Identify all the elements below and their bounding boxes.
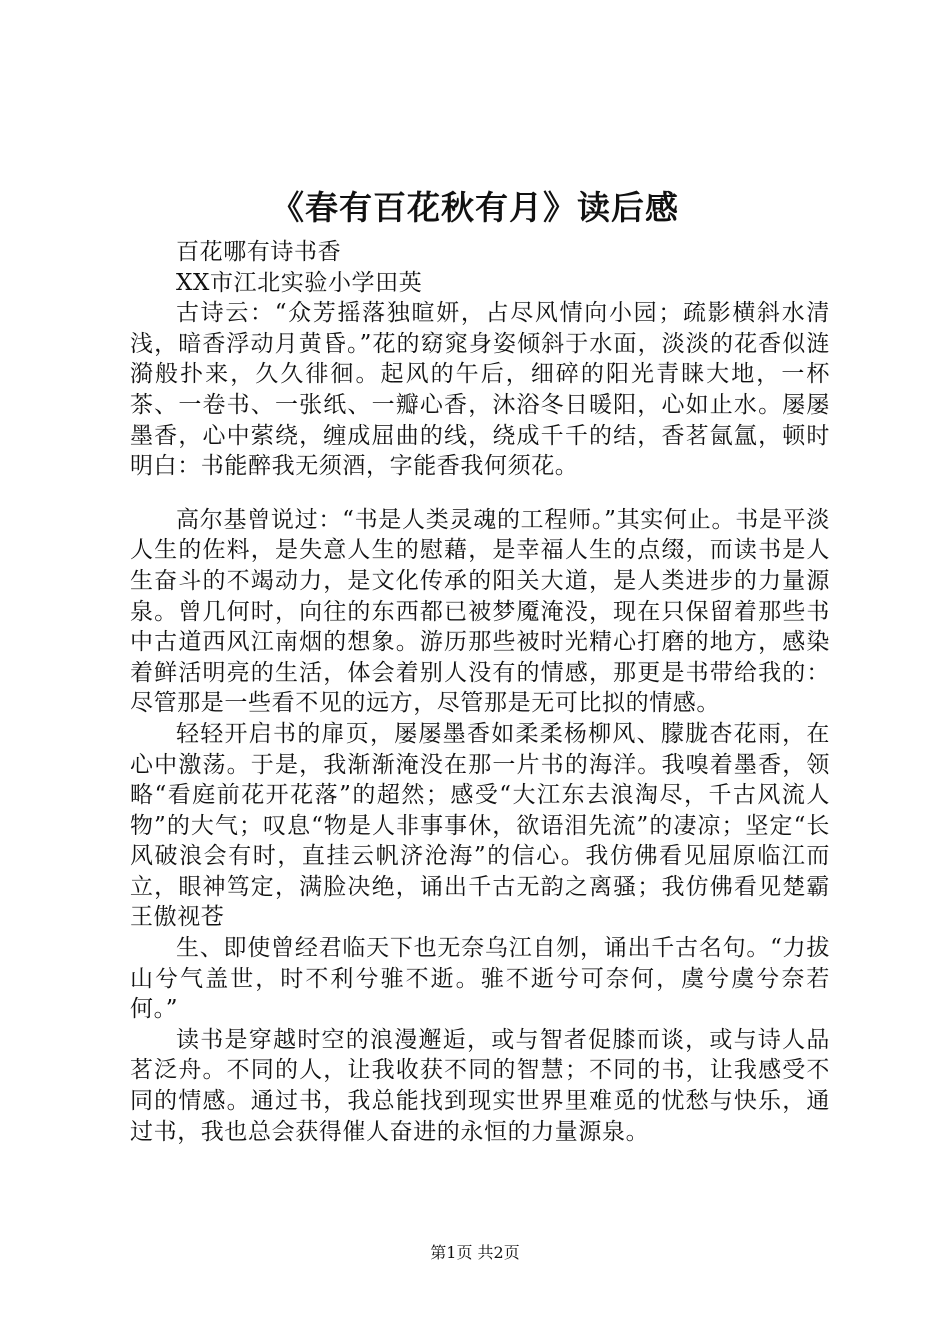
document-subtitle: 百花哪有诗书香: [176, 239, 342, 265]
paragraph: 生、即使曾经君临天下也无奈乌江自刎，诵出千古名句。“力拔山兮气盖世，时不利兮骓不逝。骓不逝兮可奈何，虞兮虞兮奈若何。”: [130, 935, 830, 1023]
document-title: 《春有百花秋有月》读后感: [271, 188, 679, 227]
document-author: XX市江北实验小学田英: [176, 269, 423, 296]
page-footer: 第1页 共2页: [430, 1243, 520, 1262]
paragraph: 轻轻开启书的扉页，屡屡墨香如柔柔杨柳风、朦胧杏花雨，在心中激荡。于是，我渐渐淹没在那一片书的海洋。我嗅着墨香，领略“看庭前花开花落”的超然；感受“大江东去浪淘尽，千古风流人物”的大气；叹息“物是人非事事休，欲语泪先流”的凄凉；坚定“长风破浪会有时，直挂云帆济沧海”的信心。我仿佛看见屈原临江而立，眼神笃定，满脸决绝，诵出千古无韵之离骚；我仿佛看见楚霸王傲视苍: [130, 720, 830, 931]
paragraph: 古诗云：“众芳摇落独暄妍，占尽风情向小园；疏影横斜水清浅，暗香浮动月黄昏。”花的窈窕身姿倾斜于水面，淡淡的花香似涟漪般扑来，久久徘徊。起风的午后，细碎的阳光青睐大地，一杯茶、一卷书、一张纸、一瓣心香，沐浴冬日暖阳，心如止水。屡屡墨香，心中萦绕，缠成屈曲的线，绕成千千的结，香茗氤氲，顿时明白：书能醉我无须酒，字能香我何须花。: [130, 300, 830, 480]
paragraph: 读书是穿越时空的浪漫邂逅，或与智者促膝而谈，或与诗人品茗泛舟。不同的人，让我收获不同的智慧；不同的书，让我感受不同的情感。通过书，我总能找到现实世界里难觅的忧愁与快乐，通过书，我也总会获得催人奋进的永恒的力量源泉。: [130, 1026, 830, 1145]
document-body: [130, 237, 830, 1147]
paragraph: 高尔基曾说过：“书是人类灵魂的工程师。”其实何止。书是平淡人生的佐料，是失意人生的慰藉，是幸福人生的点缀，而读书是人生奋斗的不竭动力，是文化传承的阳关大道，是人类进步的力量源泉。曾几何时，向往的东西都已被梦魇淹没，现在只保留着那些书中古道西风江南烟的想象。游历那些被时光精心打磨的地方，感染着鲜活明亮的生活，体会着别人没有的情感，那更是书带给我的：尽管那是一些看不见的远方，尽管那是无可比拟的情感。: [130, 506, 830, 717]
